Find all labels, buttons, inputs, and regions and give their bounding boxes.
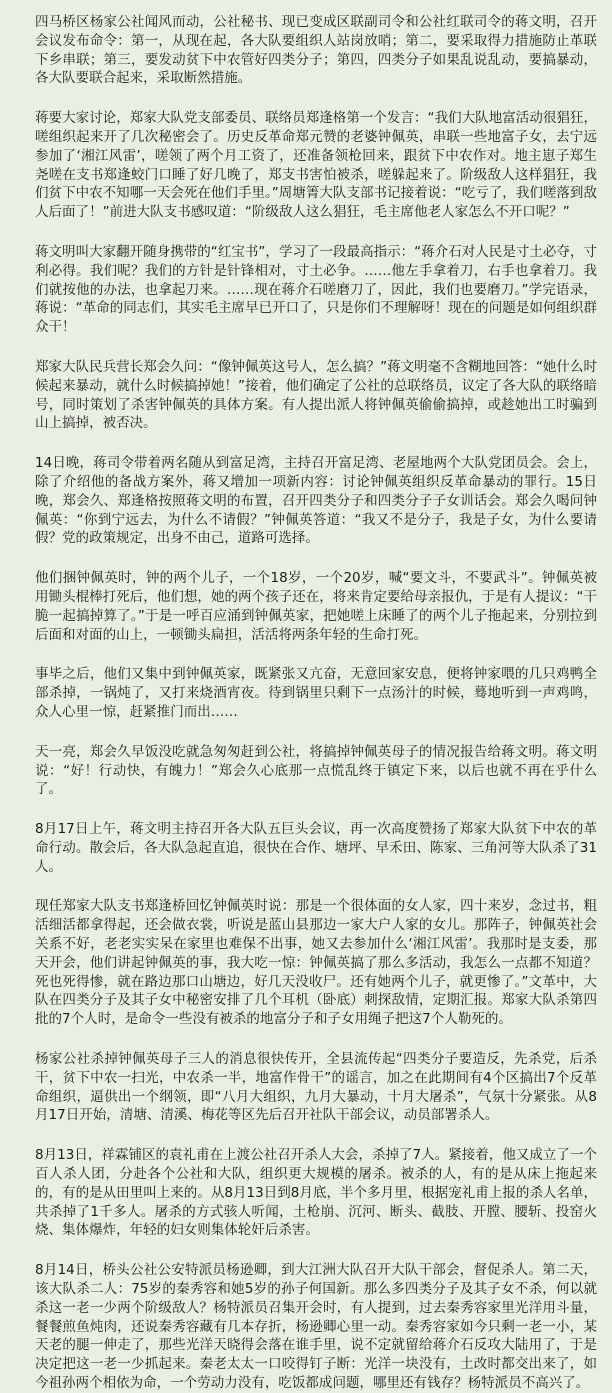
paragraph-4: 郑家大队民兵营长郑会久问：“像钟佩英这号人，怎么搞？”蒋文明毫不含糊地回答：“她什么时候起来暴动，就什么时候搞掉她！”接着，他们确定了公社的总联络员，议定了各大队的联络暗号，同时策划了杀害钟佩英的具体方案。有人提出派人将钟佩英偷偷搞掉，或趁她出工时骗到山上搞掉，被否决。: [35, 358, 597, 432]
paragraph-1: 四马桥区杨家公社闻风而动，公社秘书、现已变成区联副司令和公社红联司令的蒋文明，召开会议发布命令：第一，从现在起，各大队要组织人站岗放哨；第二，要采取得力措施防止革联下乡串联；第三，要发动贫下中农管好四类分子；第四，四类分子如果乱说乱动，要搞暴动，各大队要联合起来，采取断然措施。: [35, 14, 597, 87]
paragraph-11: 杨家公社杀掉钟佩英母子三人的消息很快传开，全县流传起“四类分子要造反，先杀党，后杀干，贫下中农一扫光，中农杀一半，地富作骨干”的谣言，加之在此期间有4个区搞出7个反革命组织，逼供出一个纲领，即“八月大组织，九月大暴动，十月大屠杀”，气氛十分紧张。从8月17日开始，清塘、清溪、梅花等区先后召开社队干部会议，动员部署杀人。: [35, 1051, 597, 1124]
paragraph-12: 8月13日，祥霖铺区的袁礼甫在上渡公社召开杀人大会，杀掉了7人。紧接着，他又成立了一个百人杀人团，分赴各个公社和大队，组织更大规模的屠杀。被杀的人，有的是从床上拖起来的，有的是从田里叫上来的。从8月13日到8月底，半个多月里，根据宠礼甫上报的杀人名单，共杀掉了1千多人。屠杀的方式骇人听闻，土枪崩、沉河、断头、截肢、开膛、腰斩、投窑火烧、集体爆炸，年轻的妇女则集体轮奸后杀害。: [35, 1147, 597, 1239]
paragraph-6: 他们捆钟佩英时，钟的两个儿子，一个18岁，一个20岁，喊“要文斗，不要武斗”。钟佩英被用锄头棍棒打死后，他们想，她的两个孩子还在，将来肯定要给母亲报仇，于是有人提议：“干脆一起搞掉算了。”于是一呼百应涌到钟佩英家，把她嗟上床睡了的两个儿子拖起来，分别拉到后面和对面的山上，一顿锄头扁担，活活将两条年轻的生命打死。: [35, 570, 597, 643]
paragraph-2: 蒋要大家讨论，郑家大队党支部委员、联络员郑逢格第一个发言：“我们大队地富活动很猖狂，嗟组织起来开了几次秘密会了。历史反革命郑元赞的老婆钟佩英，串联一些地富子女，去宁远参加了‘湘江风雷’，嗟领了两个月工资了，还准备领枪回来，跟贫下中农作对。地主崽子郑生尧嗟在支书郑逢蛟门口睡了好几晚了，郑支书害怕被杀，嗟躲起来了。阶级敌人这样猖狂，我们贫下中农不知哪一天会死在他们手里。”周塘箐大队支部书记接着说：“吃亏了，我们嗟落到敌人后面了！”前进大队支书感叹道：“阶级敌人这么猖狂，毛主席他老人家怎么不开口呢？”: [35, 110, 597, 221]
paragraph-9: 8月17日上午，蒋文明主持召开各大队五巨头会议，再一次高度赞扬了郑家大队贫下中农的革命行动。散会后，各大队急起直追，很快在合作、塘坪、早禾田、陈家、三角河等大队杀了31人。: [35, 821, 597, 875]
paragraph-10: 现任郑家大队支书郑逢桥回忆钟佩英时说：那是一个很体面的女人家，四十来岁，念过书，粗活细活都拿得起，还会做衣裳，听说是蓝山县那边一家大户人家的女儿。那阵子，钟佩英社会关系不好，老老实实呆在家里也难保不出事，她又去参加什么‘湘江风雷’。我那时是支委，那天开会，他们讲起钟佩英的事，我大吃一惊：钟佩英搞了那么多活动，我怎么一点都不知道？死也死得惨，就在路边那口山塘边，好几天没收尸。还有她两个儿子，就更惨了。”文革中，大队在四类分子及其子女中秘密安排了几个耳机（卧底）刺探敌情，定期汇报。郑家大队杀第四批的7个人时，是命令一些没有被杀的地富分子和子女用绳子把这7个人勒死的。: [35, 898, 597, 1028]
paragraph-3: 蒋文明叫大家翻开随身携带的“红宝书”，学习了一段最高指示：“蒋介石对人民是寸土必夺，寸利必得。我们呢？我们的方针是针锋相对，寸土必争。……他左手拿着刀，右手也拿着刀。我们就按他的办法，也拿起刀来。……现在蒋介石嗟磨刀了，因此，我们也要磨刀。”学完语录，蒋说：“革命的同志们，其实毛主席早已开口了，只是你们不理解呀！现在的问题是如何组织群众干！: [35, 243, 597, 336]
paragraph-7: 事毕之后，他们又集中到钟佩英家，既紧张又亢奋，无意回家安息，便将钟家喂的几只鸡鸭全部杀掉，一锅炖了，又打来烧酒宵夜。待到锅里只剩下一点汤汁的时候，蓦地听到一声鸡鸣，众人心里一惊，赶紧推门而出……: [35, 666, 597, 720]
paragraph-5: 14日晚，蒋司令带着两名随从到富足湾，主持召开富足湾、老屋地两个大队党团员会。会上，除了介绍他的备战方案外，蒋又增加一项新内容：讨论钟佩英组织反革命暴动的罪行。15日晚，郑会久、郑逢格按照蒋文明的布置，召开四类分子和四类分子子女训话会。郑会久喝问钟佩英：“你到宁远去，为什么不请假？”钟佩英答道：“我又不是分子，我是子女，为什么要请假？党的政策规定，出身不由己，道路可选择。: [35, 455, 597, 547]
paragraph-13: 8月14日，桥头公社公安特派员杨逊卿，到大江洲大队召开大队干部会，督促杀人。第二天，该大队杀二人：75岁的秦秀容和她5岁的孙子何国新。那么多四类分子及其子女不杀，何以就杀这一老一少两个阶级敌人？杨特派员召集开会时，有人提到，过去秦秀容家里光洋用斗量，餐餐煎鱼炖肉，还说秦秀容藏有几本存折，杨逊卿心里一动。秦秀容家如今只剩一老一小，某天老的腿一伸走了，那些光洋天晓得会落在谁手里，说不定就留给蒋介石反攻大陆用了，于是决定把这一老一少抓起来。秦老太太一口咬得钉子断：光洋一块没有，土改时都交出来了，如今祖孙两个相依为命，一个劳动力没有，吃饭都成问题，哪里还有钱存？杨特派员不高兴了。: [35, 1262, 597, 1392]
paragraph-8: 天一亮，郑会久早饭没吃就急匆匆赶到公社，将搞掉钟佩英母子的情况报告给蒋文明。蒋文明说：“好！行动快，有魄力！”郑会久心底那一点慌乱终于镇定下来，以后也就不再在乎什么了。: [35, 743, 597, 798]
